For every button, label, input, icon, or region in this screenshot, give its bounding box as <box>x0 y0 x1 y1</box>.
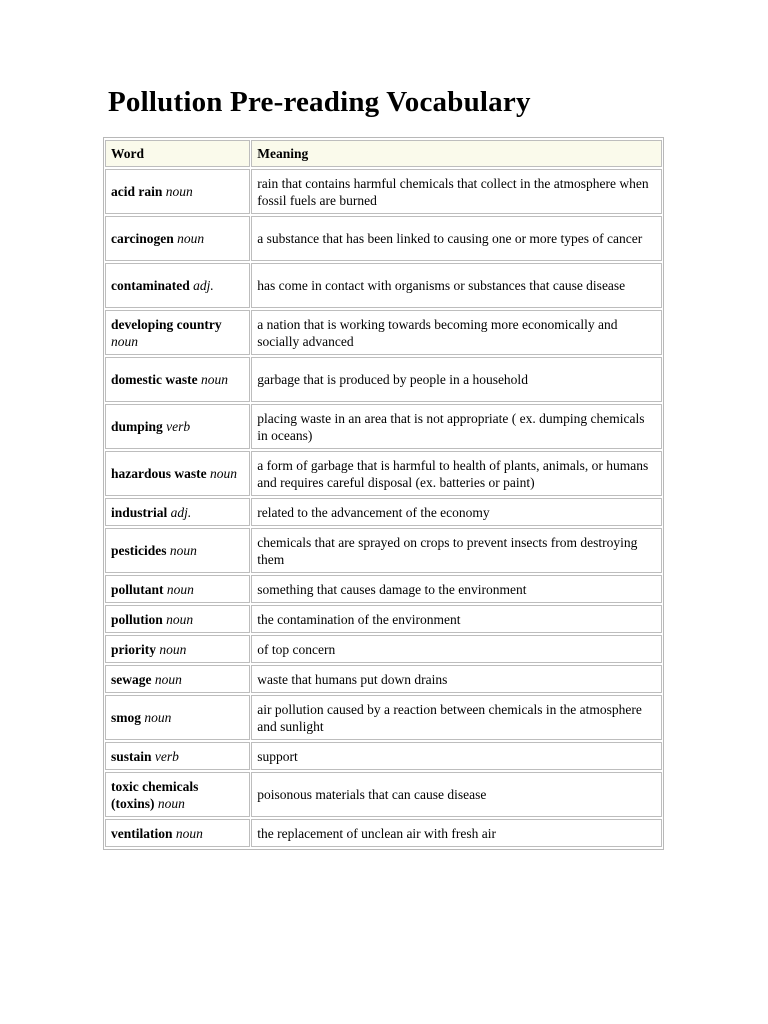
header-meaning: Meaning <box>251 140 662 167</box>
table-row <box>105 310 662 355</box>
term-part-of-speech: verb <box>154 748 179 764</box>
term-cell <box>105 742 250 770</box>
table-row <box>105 451 662 496</box>
term-meaning: the replacement of unclean air with fresh air <box>251 819 662 847</box>
term-word: industrial <box>111 504 168 520</box>
term-cell <box>105 665 250 693</box>
term-word: dumping <box>111 419 163 434</box>
term-cell <box>105 451 250 496</box>
term-meaning: a substance that has been linked to causing one or more types of cancer <box>251 216 662 261</box>
term-cell <box>105 263 250 308</box>
table-row <box>105 772 662 817</box>
term-cell <box>105 498 250 526</box>
term-word: toxic chemicals (toxins) <box>111 778 199 811</box>
term-cell <box>105 357 250 402</box>
term-cell <box>105 635 250 663</box>
term-part-of-speech: verb <box>166 419 191 434</box>
term-cell <box>105 216 250 261</box>
term-cell <box>105 605 250 633</box>
term-word: acid rain <box>111 184 163 199</box>
term-cell <box>105 695 250 740</box>
term-cell <box>105 819 250 847</box>
table-header-row <box>105 140 662 167</box>
term-cell <box>105 310 250 355</box>
term-meaning: garbage that is produced by people in a household <box>251 357 662 402</box>
term-part-of-speech: noun <box>111 333 138 349</box>
term-word: pesticides <box>111 543 167 558</box>
term-word: pollutant <box>111 581 164 597</box>
term-word: domestic waste <box>111 372 198 387</box>
term-part-of-speech: adj. <box>170 504 192 520</box>
term-cell <box>105 575 250 603</box>
term-part-of-speech: noun <box>177 231 205 246</box>
term-word: smog <box>111 710 141 725</box>
table-row <box>105 357 662 402</box>
term-part-of-speech: noun <box>200 372 228 387</box>
table-row <box>105 528 662 573</box>
term-meaning: poisonous materials that can cause disease <box>251 772 662 817</box>
page-title: Pollution Pre-reading Vocabulary <box>108 86 531 118</box>
table-row <box>105 665 662 693</box>
term-word: ventilation <box>111 825 173 841</box>
term-part-of-speech: noun <box>165 184 193 199</box>
term-word: priority <box>111 641 156 657</box>
term-cell <box>105 404 250 449</box>
vocabulary-table <box>103 137 664 850</box>
term-meaning: has come in contact with organisms or substances that cause disease <box>251 263 662 308</box>
term-meaning: the contamination of the environment <box>251 605 662 633</box>
term-part-of-speech: noun <box>144 710 172 725</box>
term-word: carcinogen <box>111 231 174 246</box>
term-word: contaminated <box>111 278 190 293</box>
table-row <box>105 263 662 308</box>
table-row <box>105 216 662 261</box>
term-word: sustain <box>111 748 152 764</box>
term-meaning: of top concern <box>251 635 662 663</box>
term-meaning: a form of garbage that is harmful to health of plants, animals, or humans and requires careful disposal (ex. batteries or paint) <box>251 451 662 496</box>
term-part-of-speech: noun <box>159 641 187 657</box>
table-row <box>105 635 662 663</box>
term-meaning: something that causes damage to the environment <box>251 575 662 603</box>
table-row <box>105 605 662 633</box>
term-meaning: rain that contains harmful chemicals that collect in the atmosphere when fossil fuels are burned <box>251 169 662 214</box>
term-meaning: support <box>251 742 662 770</box>
term-word: sewage <box>111 671 152 687</box>
term-word: pollution <box>111 611 163 627</box>
term-meaning: a nation that is working towards becoming more economically and socially advanced <box>251 310 662 355</box>
term-part-of-speech: adj. <box>193 278 214 293</box>
term-word: developing country <box>111 316 222 332</box>
term-part-of-speech: noun <box>175 825 203 841</box>
term-part-of-speech: noun <box>157 795 185 811</box>
term-meaning: waste that humans put down drains <box>251 665 662 693</box>
term-cell <box>105 528 250 573</box>
term-cell <box>105 772 250 817</box>
table-row <box>105 404 662 449</box>
term-part-of-speech: noun <box>166 611 194 627</box>
vocabulary-table-body <box>105 169 662 847</box>
table-row <box>105 742 662 770</box>
table-row <box>105 498 662 526</box>
term-meaning: air pollution caused by a reaction between chemicals in the atmosphere and sunlight <box>251 695 662 740</box>
term-meaning: chemicals that are sprayed on crops to prevent insects from destroying them <box>251 528 662 573</box>
header-word: Word <box>105 140 250 167</box>
term-word: hazardous waste <box>111 466 207 481</box>
table-row <box>105 575 662 603</box>
term-meaning: placing waste in an area that is not appropriate ( ex. dumping chemicals in oceans) <box>251 404 662 449</box>
term-cell <box>105 169 250 214</box>
table-row <box>105 695 662 740</box>
term-part-of-speech: noun <box>154 671 182 687</box>
table-row <box>105 819 662 847</box>
term-part-of-speech: noun <box>166 581 194 597</box>
table-row <box>105 169 662 214</box>
term-meaning: related to the advancement of the economy <box>251 498 662 526</box>
term-part-of-speech: noun <box>169 543 197 558</box>
term-part-of-speech: noun <box>210 466 238 481</box>
